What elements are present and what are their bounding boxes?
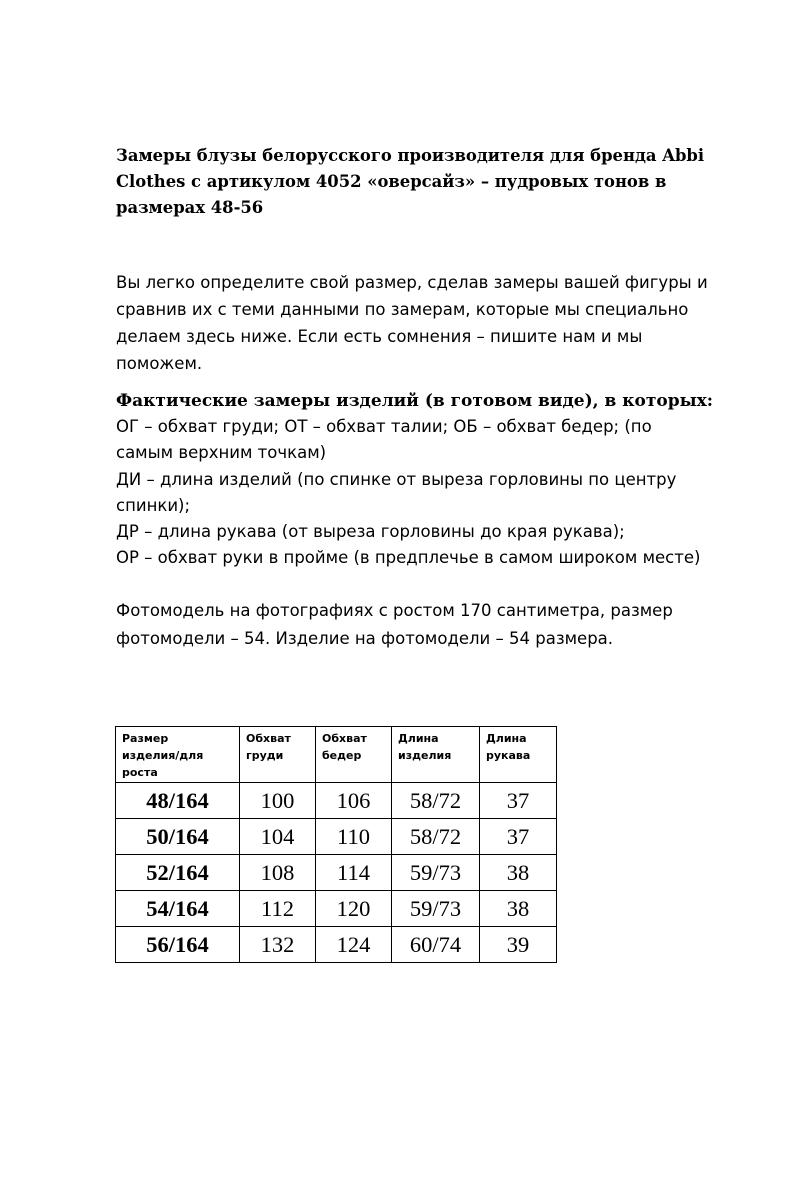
- definition-line: ДИ – длина изделий (по спинке от выреза горловины по центру: [116, 469, 677, 489]
- measurement-definitions-title: Фактические замеры изделий (в готовом виде), в которых:: [116, 391, 714, 411]
- header-text: рукава: [486, 749, 531, 762]
- definition-line: ДР – длина рукава (от выреза горловины до края рукава);: [116, 522, 625, 542]
- cell-length: 59/73: [392, 891, 480, 927]
- cell-sleeve: 37: [480, 783, 557, 819]
- cell-length: 58/72: [392, 819, 480, 855]
- header-text: изделия/для: [122, 749, 204, 762]
- definition-line: самым верхним точкам): [116, 443, 327, 463]
- cell-chest: 108: [240, 855, 316, 891]
- table-row: [116, 891, 557, 927]
- cell-sleeve: 38: [480, 855, 557, 891]
- cell-size: 56/164: [116, 927, 240, 963]
- model-info-paragraph: [116, 597, 756, 653]
- table-row: [116, 927, 557, 963]
- cell-sleeve: 39: [480, 927, 557, 963]
- intro-line: Вы легко определите свой размер, сделав замеры вашей фигуры и: [116, 273, 708, 292]
- size-table-header-row: [116, 727, 557, 783]
- intro-line: делаем здесь ниже. Если есть сомнения – пишите нам и мы: [116, 327, 643, 346]
- heading-line: Замеры блузы белорусского производителя для бренда Abbi: [116, 146, 705, 165]
- intro-line: сравнив их с теми данными по замерам, которые мы специально: [116, 300, 689, 319]
- header-chest: [240, 727, 316, 783]
- cell-size: 48/164: [116, 783, 240, 819]
- heading-line: Clothes с артикулом 4052 «оверсайз» – пудровых тонов в: [116, 172, 667, 191]
- cell-length: 60/74: [392, 927, 480, 963]
- cell-size: 50/164: [116, 819, 240, 855]
- cell-sleeve: 37: [480, 819, 557, 855]
- cell-hips: 124: [316, 927, 392, 963]
- header-text: груди: [246, 749, 284, 762]
- cell-chest: 112: [240, 891, 316, 927]
- heading-line: размерах 48-56: [116, 198, 264, 217]
- header-text: бедер: [322, 749, 362, 762]
- table-row: [116, 855, 557, 891]
- cell-chest: 100: [240, 783, 316, 819]
- cell-hips: 120: [316, 891, 392, 927]
- cell-hips: 106: [316, 783, 392, 819]
- cell-size: 54/164: [116, 891, 240, 927]
- definition-line: ОГ – обхват груди; ОТ – обхват талии; ОБ – обхват бедер; (по: [116, 417, 652, 437]
- model-info-line: Фотомодель на фотографиях с ростом 170 сантиметра, размер: [116, 601, 673, 620]
- definition-line: ОР – обхват руки в пройме (в предплечье в самом широком месте): [116, 548, 701, 568]
- measurement-definitions: [116, 388, 776, 571]
- header-text: Обхват: [322, 732, 367, 745]
- definition-line: спинки);: [116, 495, 191, 515]
- intro-line: поможем.: [116, 354, 203, 373]
- cell-length: 59/73: [392, 855, 480, 891]
- header-text: Обхват: [246, 732, 291, 745]
- table-row: [116, 819, 557, 855]
- intro-paragraph: [116, 269, 756, 377]
- cell-chest: 132: [240, 927, 316, 963]
- document-heading: [116, 143, 716, 221]
- header-text: роста: [122, 766, 158, 779]
- size-table: [115, 726, 557, 963]
- header-text: Длина: [398, 732, 439, 745]
- header-text: Размер: [122, 732, 169, 745]
- cell-length: 58/72: [392, 783, 480, 819]
- header-sleeve: [480, 727, 557, 783]
- header-hips: [316, 727, 392, 783]
- cell-chest: 104: [240, 819, 316, 855]
- table-row: [116, 783, 557, 819]
- cell-size: 52/164: [116, 855, 240, 891]
- cell-hips: 110: [316, 819, 392, 855]
- cell-hips: 114: [316, 855, 392, 891]
- header-size: [116, 727, 240, 783]
- model-info-line: фотомодели – 54. Изделие на фотомодели – 54 размера.: [116, 629, 614, 648]
- cell-sleeve: 38: [480, 891, 557, 927]
- header-length: [392, 727, 480, 783]
- header-text: изделия: [398, 749, 452, 762]
- header-text: Длина: [486, 732, 527, 745]
